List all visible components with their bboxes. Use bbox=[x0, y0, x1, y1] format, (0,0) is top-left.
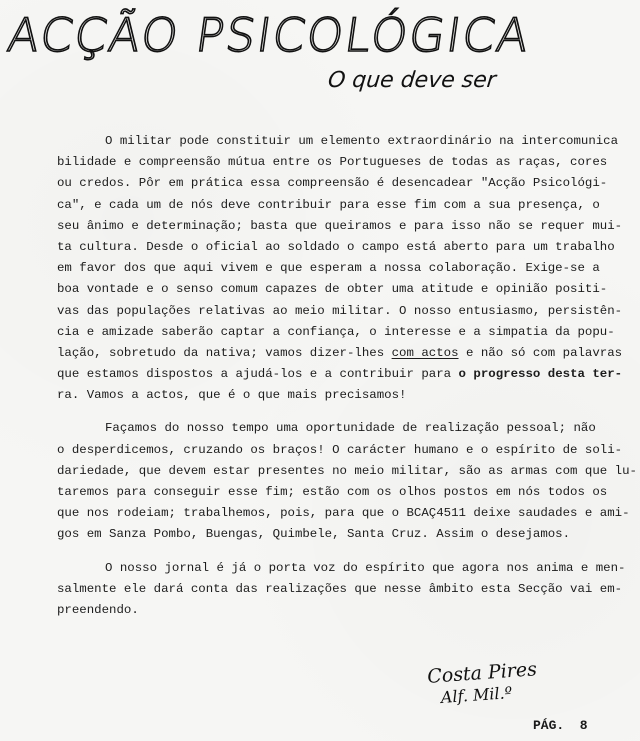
text-line: seu ânimo e determinação; basta que queiramos e para isso não se requer mui- bbox=[57, 218, 623, 233]
page-subtitle: O que deve ser bbox=[326, 68, 498, 93]
text-line: em favor dos que aqui vivem e que esperam a nossa colaboração. Exige-se a bbox=[57, 261, 600, 276]
text-line bbox=[57, 343, 627, 364]
text-line bbox=[57, 364, 627, 385]
text-line: o desperdicemos, cruzando os braços! O carácter humano e o espírito de soli- bbox=[57, 442, 623, 457]
text-line: O nosso jornal é já o porta voz do espírito que agora nos anima e men- bbox=[105, 560, 626, 575]
underlined-emphasis: com actos bbox=[391, 345, 459, 360]
text-line: cia e amizade saberão captar a confiança, o interesse e a simpatia da popu- bbox=[57, 324, 615, 339]
text-line: ra. Vamos a actos, que é o que mais precisamos! bbox=[57, 388, 407, 403]
text-line: O militar pode constituir um elemento extraordinário na intercomunica bbox=[105, 134, 619, 148]
text-span: que estamos dispostos a ajudá-los e a contribuir para bbox=[57, 367, 459, 382]
text-line: que nos rodeiam; trabalhemos, pois, para que o BCAÇ4511 deixe saudades e ami- bbox=[57, 506, 630, 521]
paragraph-1 bbox=[57, 131, 627, 406]
text-line: preendendo. bbox=[57, 602, 139, 617]
text-line: ta cultura. Desde o oficial ao soldado o campo está aberto para um trabalho bbox=[57, 239, 615, 254]
text-line: ca", e cada um de nós deve contribuir para esse fim com a sua presença, o bbox=[57, 197, 600, 212]
text-line: salmente ele dará conta das realizações que nesse âmbito esta Secção vai em- bbox=[57, 581, 623, 596]
handwritten-signature bbox=[427, 658, 539, 710]
text-span: e não só com palavras bbox=[458, 345, 623, 360]
text-line: Façamos do nosso tempo uma oportunidade de realização pessoal; não bbox=[105, 421, 596, 436]
text-span: lação, sobretudo da nativa; vamos dizer-lhes bbox=[57, 345, 392, 360]
signature-rank: Alf. Mil.º bbox=[440, 683, 513, 707]
paragraph-3 bbox=[57, 558, 627, 622]
paragraph-gap bbox=[57, 546, 627, 558]
text-line: ou credos. Pôr em prática essa compreensão é desencadear "Acção Psicológi- bbox=[57, 176, 608, 191]
text-line: boa vontade e o senso comum capazes de obter uma atitude e opinião positi- bbox=[57, 282, 608, 297]
page-title: ACÇÃO PSICOLÓGICA bbox=[4, 8, 535, 62]
signature-name: Costa Pires bbox=[426, 658, 538, 688]
paragraph-gap bbox=[57, 406, 627, 418]
text-line: taremos para conseguir esse fim; estão com os olhos postos em nós todos os bbox=[57, 485, 608, 499]
page-number: PÁG. 8 bbox=[533, 718, 588, 733]
article-body bbox=[57, 131, 637, 621]
text-line: gos em Sanza Pombo, Buengas, Quimbele, Santa Cruz. Assim o desejamos. bbox=[57, 527, 571, 542]
text-line: dariedade, que devem estar presentes no meio militar, são as armas com que lu- bbox=[57, 463, 637, 478]
text-line: vas das populações relativas ao meio militar. O nosso entusiasmo, persistên- bbox=[57, 303, 623, 318]
bold-emphasis: o progresso desta ter- bbox=[458, 367, 623, 382]
paragraph-2 bbox=[57, 418, 637, 545]
text-line: bilidade e compreensão mútua entre os Portugueses de todas as raças, cores bbox=[57, 155, 608, 170]
